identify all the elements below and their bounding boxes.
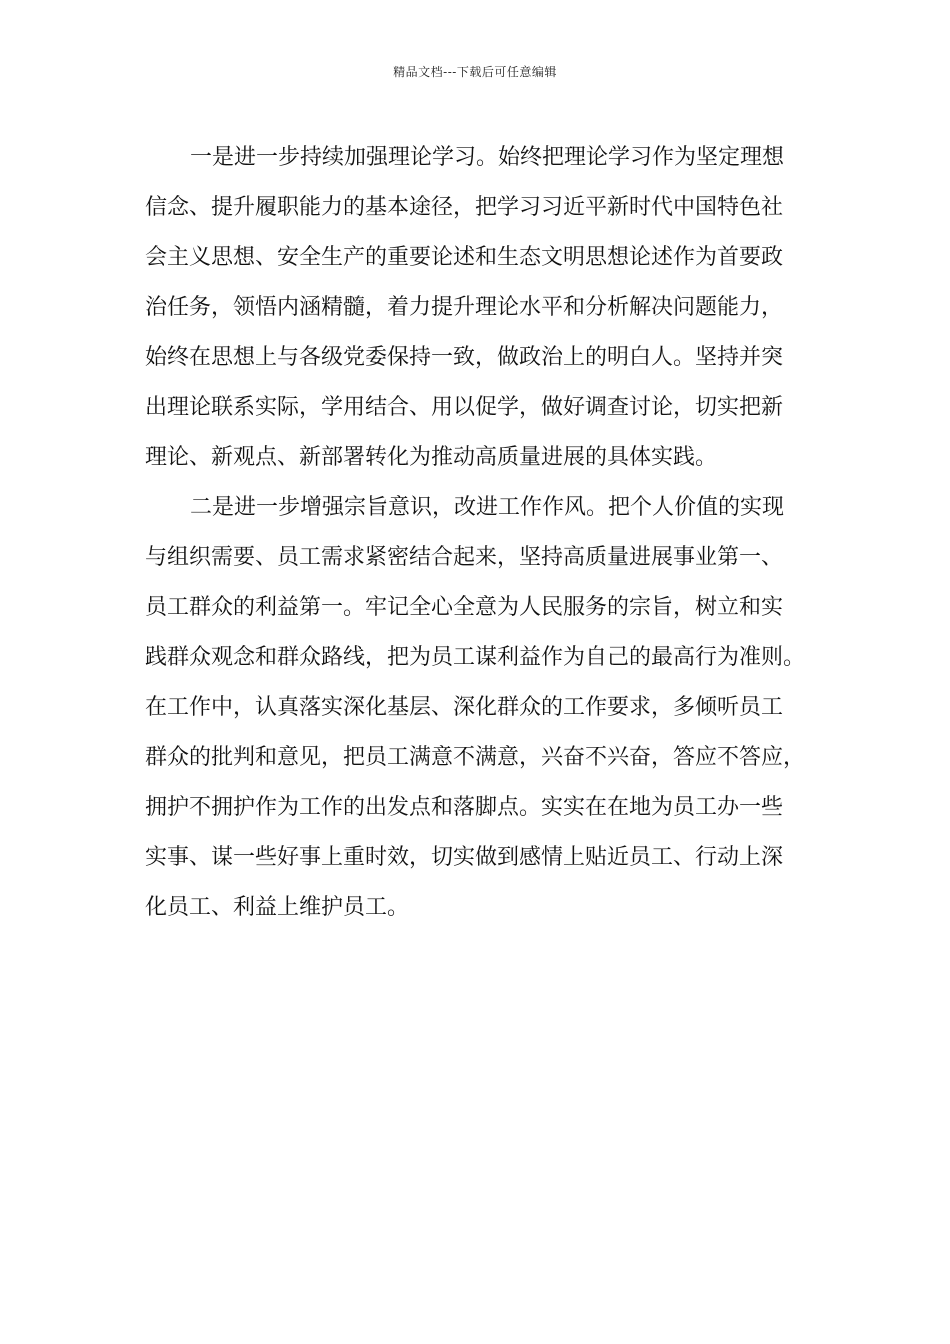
paragraph-line: 一是进一步持续加强理论学习。始终把理论学习作为坚定理想 [190, 145, 785, 170]
paragraph-line: 实事、谋一些好事上重时效，切实做到感情上贴近员工、行动上深 [145, 845, 784, 870]
paragraph-line: 理论、新观点、新部署转化为推动高质量进展的具体实践。 [145, 445, 718, 470]
paragraph-line: 践群众观念和群众路线，把为员工谋利益作为自己的最高行为准则。 [145, 645, 806, 670]
paragraph-1 [145, 133, 835, 483]
paragraph-line: 信念、提升履职能力的基本途径，把学习习近平新时代中国特色社 [145, 195, 784, 220]
paragraph-line: 在工作中，认真落实深化基层、深化群众的工作要求，多倾听员工 [145, 695, 784, 720]
paragraph-2 [145, 483, 835, 933]
paragraph-line: 群众的批判和意见，把员工满意不满意，兴奋不兴奋，答应不答应， [145, 745, 806, 770]
document-body [145, 133, 835, 933]
paragraph-line: 二是进一步增强宗旨意识，改进工作作风。把个人价值的实现 [190, 495, 785, 520]
paragraph-line: 员工群众的利益第一。牢记全心全意为人民服务的宗旨，树立和实 [145, 595, 784, 620]
page-header: 精品文档---下载后可任意编辑 [393, 65, 557, 79]
paragraph-line: 拥护不拥护作为工作的出发点和落脚点。实实在在地为员工办一些 [145, 795, 784, 820]
paragraph-line: 治任务，领悟内涵精髓，着力提升理论水平和分析解决问题能力， [145, 295, 784, 320]
paragraph-line: 出理论联系实际，学用结合、用以促学，做好调查讨论，切实把新 [145, 395, 784, 420]
paragraph-line: 化员工、利益上维护员工。 [145, 895, 410, 920]
paragraph-line: 与组织需要、员工需求紧密结合起来，坚持高质量进展事业第一、 [145, 545, 784, 570]
paragraph-line: 始终在思想上与各级党委保持一致，做政治上的明白人。坚持并突 [145, 345, 784, 370]
paragraph-line: 会主义思想、安全生产的重要论述和生态文明思想论述作为首要政 [145, 245, 784, 270]
